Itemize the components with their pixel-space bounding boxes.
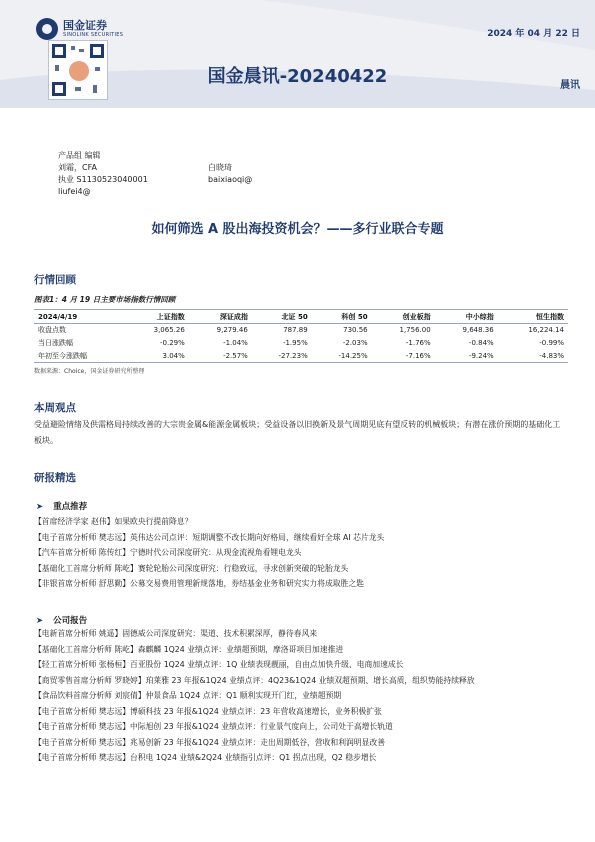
list-item[interactable]: 【电子首席分析师 樊志远】台积电 1Q24 业绩&2Q24 业绩指引点评：Q1 拐点出现，Q2 稳步增长	[34, 753, 377, 762]
table-cell: -0.84%	[468, 339, 494, 347]
page-title: 国金晨讯-20240422	[207, 66, 388, 87]
company-reports-heading	[36, 614, 87, 626]
list-item[interactable]: 【食品饮料首席分析师 刘宸倩】仲景食品 1Q24 点评：Q1 顺利实现开门红，业绩超预期	[34, 691, 342, 700]
chevron-right-icon: ➤	[36, 502, 44, 512]
table-cell: -2.03%	[342, 339, 368, 347]
author-email: liufei4@	[58, 187, 91, 196]
table-header-row	[34, 310, 568, 324]
table-cell: 3.04%	[126, 350, 189, 363]
table-cell: 9,279.46	[216, 326, 248, 335]
report-date: 2024 年 04 月 22 日	[487, 29, 580, 39]
report-subtitle: 如何筛选 A 股出海投资机会？——多行业联合专题	[151, 222, 444, 237]
market-index-table	[34, 309, 568, 363]
logo-name-en: SINOLINK SECURITIES	[63, 31, 124, 38]
table-cell: 当日涨跌幅	[38, 339, 73, 347]
company-reports-label: 公司报告	[53, 616, 88, 626]
author-block-2	[208, 162, 252, 186]
section-market-review: 行情回顾	[34, 274, 76, 286]
chevron-right-icon: ➤	[36, 616, 44, 626]
table-cell: 787.89	[283, 326, 308, 335]
section-research-picks: 研报精选	[34, 472, 76, 484]
table-header-cell: 深证成指	[189, 310, 252, 324]
table-cell: 年初至今涨跌幅	[34, 350, 126, 363]
table-cell: -0.99%	[539, 339, 564, 347]
figure-caption: 图表1：4 月 19 日主要市场指数行情回顾	[34, 295, 176, 304]
weekly-view-text: 受益避险情绪及供需格局持续改善的大宗贵金属&能源金属板块；受益设备以旧换新及景气周期见底有望反转的机械板块；有潜在涨价预期的基础化工板块。	[34, 420, 561, 445]
list-item[interactable]: 【首席经济学家 赵伟】如果欧央行提前降息？	[34, 517, 193, 526]
key-recommendations-label: 重点推荐	[53, 502, 88, 512]
report-header	[0, 0, 595, 108]
table-cell: 730.56	[343, 326, 368, 335]
table-cell: 16,224.14	[528, 326, 564, 335]
table-cell: -1.95%	[282, 339, 308, 347]
table-cell: 收盘点数	[38, 326, 66, 335]
table-cell: -14.25%	[312, 350, 372, 363]
logo-icon	[36, 18, 58, 40]
table-cell: -7.16%	[372, 350, 435, 363]
author-license: 执业 S1130523040001	[58, 175, 148, 184]
company-reports-list	[34, 626, 568, 766]
data-source-note: 数据来源：Choice，国金证券研究所整理	[34, 368, 145, 375]
table-row	[34, 350, 568, 363]
table-cell: -4.83%	[498, 350, 568, 363]
table-cell: -1.76%	[405, 339, 431, 347]
report-type-tag: 晨讯	[560, 80, 580, 91]
editor-group: 产品组 编辑	[58, 151, 101, 160]
list-item[interactable]: 【电子首席分析师 樊志远】兆易创新 23 年报&1Q24 业绩点评：走出周期低谷，营收和利润明显改善	[34, 737, 386, 747]
list-item[interactable]: 【基础化工首席分析师 陈屹】森麒麟 1Q24 业绩点评：业绩超预期，摩洛哥项目加速推进	[34, 644, 344, 654]
key-recommendations-list	[34, 514, 568, 592]
table-header-cell: 中小综指	[435, 310, 498, 324]
table-cell: 1,756.00	[399, 326, 431, 335]
list-item[interactable]: 【商贸零售首席分析师 罗晓婷】珀莱雅 23 年报&1Q24 业绩点评：4Q23&1Q24 业绩双超预期、增长高质，组织势能持续释放	[34, 675, 475, 685]
table-header-cell: 上证指数	[126, 310, 189, 324]
table-header-cell: 科创 50	[312, 310, 372, 324]
table-header-cell: 恒生指数	[498, 310, 568, 324]
author-name: 白晓琦	[208, 163, 232, 172]
list-item[interactable]: 【汽车首席分析师 陈传红】宁德时代公司深度研究：从现金流视角看锂电龙头	[34, 548, 302, 557]
table-cell: 9,648.36	[462, 326, 494, 335]
table-cell: -0.29%	[160, 339, 185, 347]
table-cell: -1.04%	[223, 339, 248, 347]
table-header-cell: 北证 50	[252, 310, 312, 324]
list-item[interactable]: 【基础化工首席分析师 陈屹】赛轮轮胎公司深度研究：行稳致远，寻求创新突破的轮胎龙头	[34, 563, 349, 573]
author-block	[58, 150, 148, 198]
logo-name: 国金证券	[63, 18, 107, 32]
table-header-cell: 2024/4/19	[34, 310, 126, 324]
table-cell: -27.23%	[252, 350, 312, 363]
list-item[interactable]: 【电子首席分析师 樊志远】中际旭创 23 年报&1Q24 业绩点评：行业景气度向上，公司处于高增长轨道	[34, 722, 393, 731]
table-header-cell: 创业板指	[372, 310, 435, 324]
table-cell: 3,065.26	[153, 326, 185, 335]
list-item[interactable]: 【电新首席分析师 姚遥】固德威公司深度研究：渠道、技术积累深厚，静待春风来	[34, 629, 318, 638]
author-name: 刘霜，CFA	[58, 163, 97, 172]
table-cell: -9.24%	[435, 350, 498, 363]
author-email: baixiaoqi@	[208, 175, 253, 184]
section-weekly-view: 本周观点	[34, 402, 76, 414]
list-item[interactable]: 【非银首席分析师 舒思勤】公募交易费用管理新规落地，券结基金业务和研究实力将成取胜之匙	[34, 579, 364, 588]
list-item[interactable]: 【电子首席分析师 樊志远】英伟达公司点评：短期调整不改长期向好格局，继续看好全球 AI 芯片龙头	[34, 532, 385, 542]
company-logo	[36, 18, 123, 40]
list-item[interactable]: 【轻工首席分析师 张杨桓】百亚股份 1Q24 业绩点评：1Q 业绩表现靓丽，自由点加快升级、电商加速成长	[34, 660, 404, 669]
list-item[interactable]: 【电子首席分析师 樊志远】博硕科技 23 年报&1Q24 业绩点评：23 年营收高速增长，业务积极扩张	[34, 706, 382, 716]
table-row	[34, 324, 568, 337]
table-cell: -2.57%	[189, 350, 252, 363]
table-row	[34, 337, 568, 350]
key-recommendations-heading	[36, 500, 87, 512]
